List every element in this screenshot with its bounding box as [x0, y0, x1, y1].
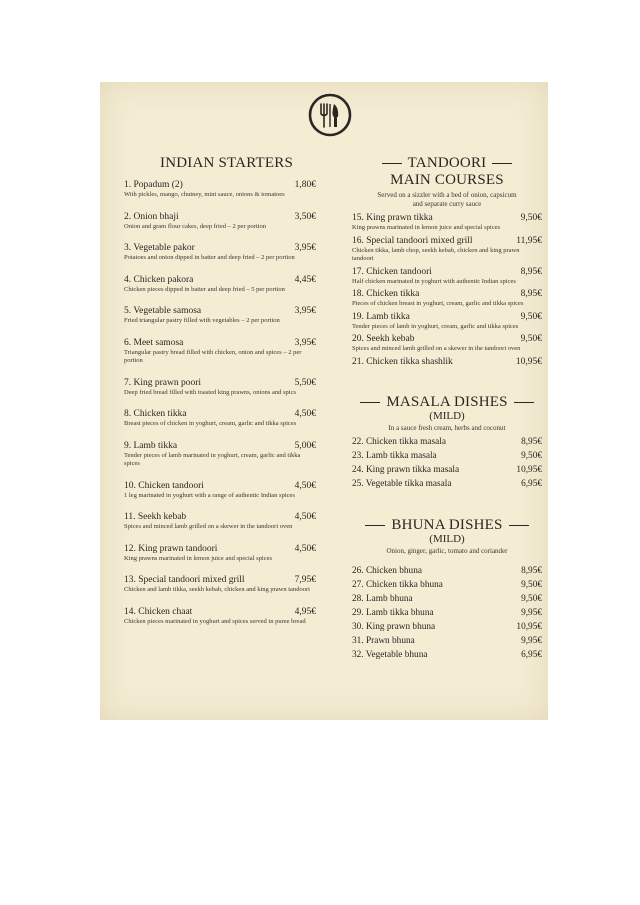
menu-item-price: 8,95€ — [520, 289, 542, 299]
menu-item-description: Fried triangular pastry filled with vegetables – 2 per portion — [124, 317, 280, 324]
menu-item — [352, 477, 542, 491]
menu-item-price: 4,50€ — [294, 480, 316, 491]
menu-item-price: 9,50€ — [521, 593, 542, 604]
menu-item-description: Chicken and lamb tikka, seekh kebab, chicken and king prawn tandoori — [124, 586, 310, 593]
menu-item-name: 15. King prawn tikka — [352, 213, 433, 223]
menu-item-name: 2. Onion bhaji — [124, 211, 179, 222]
menu-item — [352, 288, 542, 309]
menu-item-price: 7,95€ — [294, 575, 316, 585]
menu-item-name: 22. Chicken tikka masala — [352, 436, 446, 447]
menu-item-price: 10,95€ — [516, 621, 542, 632]
menu-item — [352, 356, 542, 368]
menu-item-name: 20. Seekh kebab — [352, 334, 415, 344]
menu-item — [124, 440, 316, 469]
menu-item-name: 8. Chicken tikka — [124, 409, 187, 419]
menu-item-description: Spices and minced lamb grilled on a skewer in the tandoori oven — [352, 345, 521, 352]
bhuna-note: Onion, ginger, garlic, tomato and coriander — [386, 546, 508, 555]
menu-item-name: 10. Chicken tandoori — [124, 480, 204, 491]
menu-item-description: Tender pieces of lamb marinated in yoghurt, cream, garlic and tikka spices — [124, 451, 301, 467]
heading-rule — [514, 402, 534, 403]
menu-item-price: 9,95€ — [521, 607, 542, 618]
menu-item-price: 11,95€ — [516, 235, 542, 246]
bhuna-subtitle: (MILD) — [429, 532, 465, 545]
tandoori-section — [352, 155, 542, 368]
menu-item — [124, 179, 316, 200]
starters-heading: INDIAN STARTERS — [160, 155, 293, 171]
tandoori-note: Served on a sizzler with a bed of onion, capsicum and separate curry sauce — [377, 191, 517, 208]
menu-item-price: 10,95€ — [516, 464, 542, 475]
menu-item-description: King prawns marinated in lemon juice and special spices — [352, 224, 501, 231]
menu-item-description: Breast pieces of chicken in yoghurt, cream, garlic and tikka spices — [124, 420, 297, 427]
menu-item — [352, 266, 542, 287]
cutlery-logo-icon — [307, 92, 353, 138]
menu-item-price: 3,95€ — [294, 306, 316, 316]
menu-item — [352, 634, 542, 648]
menu-item-price: 3,95€ — [294, 337, 316, 348]
menu-item-name: 13. Special tandoori mixed grill — [124, 575, 245, 585]
menu-item-price: 6,95€ — [521, 649, 542, 660]
menu-item — [352, 449, 542, 463]
masala-title: MASALA DISHES — [386, 393, 508, 410]
menu-item-name: 26. Chicken bhuna — [352, 565, 422, 576]
menu-item-name: 28. Lamb bhuna — [352, 593, 413, 604]
menu-item-price: 3,95€ — [294, 243, 316, 253]
heading-rule — [492, 163, 512, 164]
menu-item-description: King prawns marinated in lemon juice and special spices — [124, 554, 273, 562]
menu-item-name: 6. Meet samosa — [124, 337, 184, 348]
bhuna-list — [352, 564, 542, 662]
menu-item — [352, 333, 542, 354]
menu-item-name: 5. Vegetable samosa — [124, 306, 202, 316]
menu-item-description: Spices and minced lamb grilled on a skewer in the tandoori oven — [124, 523, 293, 530]
masala-subtitle: (MILD) — [429, 409, 465, 422]
menu-item — [124, 337, 316, 366]
menu-item — [352, 564, 542, 578]
menu-item-price: 4,45€ — [294, 274, 316, 285]
menu-item — [124, 242, 316, 263]
menu-item — [352, 311, 542, 332]
menu-item — [124, 274, 316, 295]
menu-item — [124, 480, 316, 501]
starters-list — [124, 179, 316, 626]
menu-item-name: 1. Popadum (2) — [124, 180, 183, 190]
menu-item — [352, 463, 542, 477]
menu-item-price: 9,50€ — [520, 213, 542, 223]
menu-item — [124, 543, 316, 564]
menu-item-price: 9,50€ — [521, 450, 542, 461]
menu-item-name: 14. Chicken chaat — [124, 606, 193, 617]
menu-item-name: 11. Seekh kebab — [124, 512, 187, 522]
menu-item-description: Chicken tikka, lamb chop, seekh kebab, chicken and king prawn tandoori — [352, 246, 520, 262]
menu-item-name: 18. Chicken tikka — [352, 289, 420, 299]
menu-item-description: Chicken pieces dipped in batter and deep fried – 5 per portion — [124, 285, 285, 293]
menu-item-name: 12. King prawn tandoori — [124, 543, 218, 554]
menu-item-name: 23. Lamb tikka masala — [352, 450, 437, 461]
menu-item-description: Half chicken marinated in yoghurt with authentic Indian spices — [352, 277, 516, 285]
menu-item-name: 19. Lamb tikka — [352, 311, 410, 322]
menu-item-name: 4. Chicken pakora — [124, 274, 194, 285]
menu-item-description: Tender pieces of lamb in yoghurt, cream, garlic and tikka spices — [352, 322, 519, 330]
right-column — [352, 150, 542, 662]
menu-item-name: 27. Chicken tikka bhuna — [352, 579, 443, 590]
bhuna-section — [352, 517, 542, 662]
menu-item-name: 29. Lamb tikka bhuna — [352, 607, 434, 618]
menu-item-name: 32. Vegetable bhuna — [352, 649, 428, 660]
menu-item-price: 9,50€ — [521, 579, 542, 590]
menu-item — [352, 620, 542, 634]
menu-item-price: 4,50€ — [294, 409, 316, 419]
menu-item-name: 24. King prawn tikka masala — [352, 464, 460, 475]
menu-item-description: Triangular pastry bread filled with chicken, onion and spices – 2 per portion — [124, 348, 302, 364]
menu-item — [124, 211, 316, 232]
menu-item-name: 30. King prawn bhuna — [352, 621, 436, 632]
menu-item-price: 1,80€ — [294, 180, 316, 190]
masala-list — [352, 435, 542, 491]
menu-item — [124, 574, 316, 595]
menu-item — [124, 377, 316, 398]
heading-rule — [360, 402, 380, 403]
heading-rule — [365, 525, 385, 526]
menu-item-price: 6,95€ — [521, 478, 542, 489]
menu-item-price: 8,95€ — [521, 565, 542, 576]
menu-item-price: 5,00€ — [294, 440, 316, 451]
menu-item — [352, 592, 542, 606]
menu-item-name: 21. Chicken tikka shashlik — [352, 356, 453, 367]
menu-item — [352, 578, 542, 592]
menu-item-description: With pickles, mango, chutney, mint sauce, onions & tomatoes — [124, 191, 285, 198]
menu-item — [352, 235, 542, 264]
menu-item-description: 1 leg marinated in yoghurt with a range of authentic Indian spices — [124, 491, 295, 499]
menu-item-price: 4,50€ — [294, 543, 316, 554]
menu-item-description: Chicken pieces marinated in yoghurt and spices served in puree bread — [124, 617, 306, 625]
menu-item-name: 17. Chicken tandoori — [352, 266, 432, 277]
menu-item — [124, 305, 316, 326]
menu-item-name: 25. Vegetable tikka masala — [352, 478, 452, 489]
menu-item-price: 3,50€ — [294, 211, 316, 222]
menu-item-description: Deep fried bread filled with toasted king prawns, onions and spics — [124, 388, 297, 396]
menu-item-name: 9. Lamb tikka — [124, 440, 178, 451]
tandoori-title: TANDOORI — [407, 155, 487, 171]
menu-item-price: 4,50€ — [294, 512, 316, 522]
menu-item — [352, 648, 542, 662]
menu-item — [124, 408, 316, 429]
starters-column — [124, 150, 316, 626]
menu-item — [124, 606, 316, 627]
bhuna-title: BHUNA DISHES — [391, 516, 503, 533]
menu-item-name: 7. King prawn poori — [124, 377, 202, 388]
menu-item-description: Pieces of chicken breast in yoghurt, cream, garlic and tikka spices — [352, 300, 524, 307]
menu-item-description: Onion and gram flour cakes, deep fried – 2 per portion — [124, 222, 267, 230]
menu-item-price: 8,95€ — [520, 266, 542, 277]
menu-item — [352, 606, 542, 620]
menu-item — [352, 435, 542, 449]
tandoori-subtitle: MAIN COURSES — [390, 172, 504, 188]
menu-item-price: 9,50€ — [520, 311, 542, 322]
menu-item-price: 10,95€ — [515, 356, 542, 367]
menu-item-name: 3. Vegetable pakor — [124, 243, 195, 253]
menu-item-price: 4,95€ — [294, 606, 316, 617]
menu-item-name: 31. Prawn bhuna — [352, 635, 415, 646]
menu-item-description: Potatoes and onion dipped in batter and deep fried – 2 per portion — [124, 254, 295, 261]
menu-item-price: 5,50€ — [294, 377, 316, 388]
heading-rule — [509, 525, 529, 526]
masala-note: In a sauce fresh cream, herbs and coconut — [388, 423, 506, 432]
menu-item — [352, 212, 542, 233]
menu-item-name: 16. Special tandoori mixed grill — [352, 235, 473, 246]
heading-rule — [382, 163, 402, 164]
masala-section — [352, 394, 542, 491]
tandoori-list — [352, 212, 542, 368]
menu-item-price: 8,95€ — [521, 436, 542, 447]
menu-item — [124, 511, 316, 532]
menu-item-price: 9,95€ — [521, 635, 542, 646]
menu-item-price: 9,50€ — [520, 334, 542, 344]
